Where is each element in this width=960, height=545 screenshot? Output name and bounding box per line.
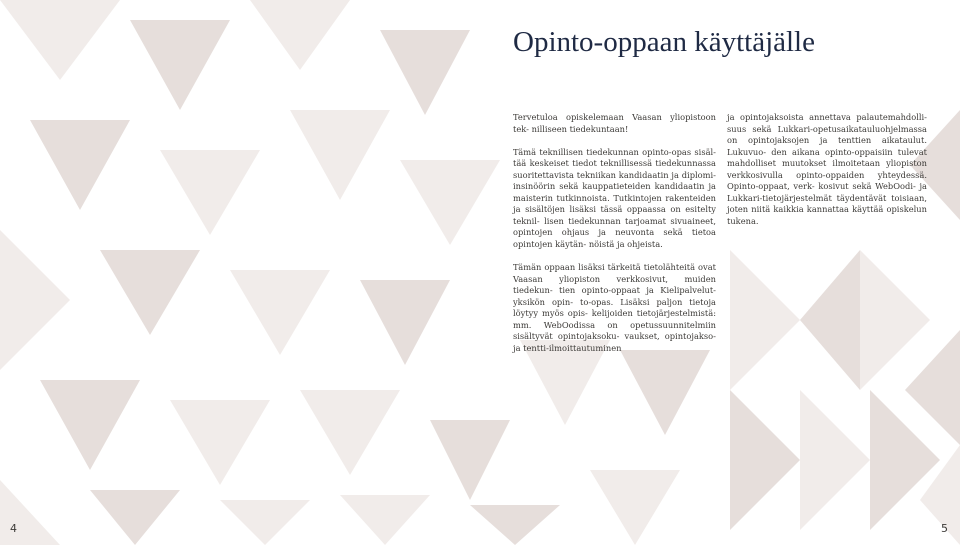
decorative-triangle: [130, 20, 230, 110]
decorative-triangle: [340, 495, 430, 545]
decorative-triangle: [0, 0, 120, 80]
page-number-left: 4: [10, 522, 17, 535]
decorative-triangle: [590, 470, 680, 545]
decorative-triangle: [290, 110, 390, 200]
decorative-triangle: [230, 270, 330, 355]
decorative-triangle: [860, 250, 930, 390]
decorative-triangle: [905, 330, 960, 445]
page-number-right: 5: [941, 522, 948, 535]
decorative-triangle: [800, 250, 860, 390]
paragraph-welcome: Tervetuloa opiskelemaan Vaasan yliopistoon tek- nilliseen tiedekuntaan!: [513, 112, 716, 134]
decorative-triangle: [0, 480, 60, 545]
decorative-triangle: [380, 30, 470, 115]
text-column-right: [727, 112, 927, 239]
decorative-triangle: [730, 250, 800, 390]
decorative-triangle: [90, 490, 180, 545]
text-column-left: [513, 112, 716, 366]
paragraph-continuation: ja opintojaksoista annettava palautemahdolli- suus sekä Lukkari-opetusaikatauluohjelmassa on opintojaksojen ja tenttien aikataulut. Lukuvuo- den aikana opinto-oppaisiin tulevat mahdolliset muutokset ilmoitetaan yliopiston verkkosivulla opinto-oppaiden yhteydessä. Opinto-oppaat, verk- kosivut sekä WebOodi- ja Lukkari-tietojärjestelmät täydentävät toisiaan, joten niitä kaikkia kannattaa käyttää opiskelun tukena.: [727, 112, 927, 226]
decorative-triangle: [800, 390, 870, 530]
paragraph-other-sources: Tämän oppaan lisäksi tärkeitä tietolähteitä ovat Vaasan yliopiston verkkosivut, muiden tiedekun- tien opinto-oppaat ja Kielipalvelut-yksikön opin- to-opas. Lisäksi paljon tietoja löytyy myös opis- kelijoiden tietojärjestelmistä: mm. WebOodissa on opetussuunnitelmiin sisältyvät opintojaksoku- vaukset, opintojakso- ja tentti-ilmoittautuminen: [513, 262, 716, 353]
decorative-triangle: [300, 390, 400, 475]
decorative-triangle: [100, 250, 200, 335]
decorative-triangle: [170, 400, 270, 485]
page-title: Opinto-oppaan käyttäjälle: [513, 26, 815, 58]
decorative-triangle: [730, 390, 800, 530]
decorative-triangle: [360, 280, 450, 365]
decorative-triangle: [220, 500, 310, 545]
decorative-triangle: [430, 420, 510, 500]
decorative-triangle: [30, 120, 130, 210]
decorative-triangle: [250, 0, 350, 70]
decorative-triangle: [0, 230, 70, 370]
decorative-triangle: [470, 505, 560, 545]
decorative-triangle: [40, 380, 140, 470]
decorative-triangle: [400, 160, 500, 245]
paragraph-guide-contents: Tämä teknillisen tiedekunnan opinto-opas sisäl- tää keskeiset tiedot teknillisessä tiedekunnassa suoritettavista tekniikan kandidaatin ja diplomi- insinöörin sekä kauppatieteiden kandidaatin ja maisterin tutkinnoista. Tutkintojen rakenteiden ja sisältöjen lisäksi tässä oppaassa on esitelty teknil- lisen tiedekunnan tarjoamat sivuaineet, opintojen ohjaus ja neuvonta sekä tietoa opintojen käytän- nöistä ja ohjeista.: [513, 146, 716, 250]
decorative-triangle: [160, 150, 260, 235]
